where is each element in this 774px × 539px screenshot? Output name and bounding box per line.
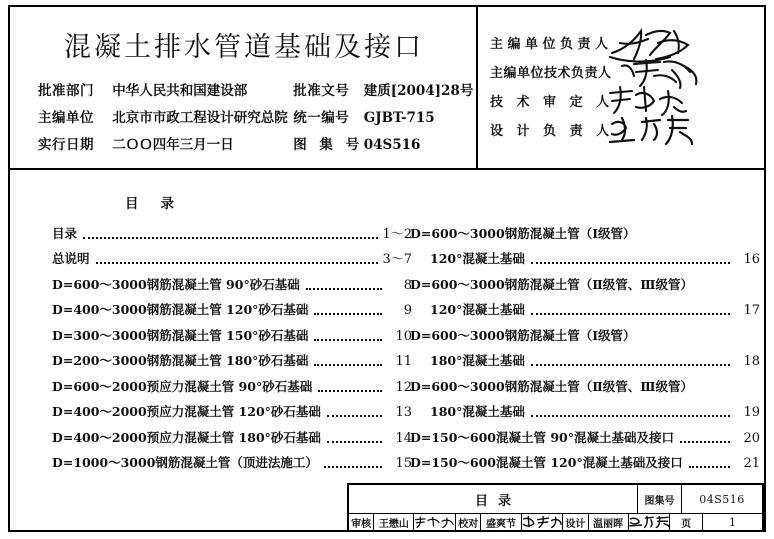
meta-label-approval-dept: 批准部门 <box>38 83 94 99</box>
meta-label-unified-no: 统一编号 <box>293 110 350 126</box>
toc-entry-label: D=600～3000钢筋混凝土管（Ⅱ级管、Ⅲ级管） <box>410 378 693 394</box>
toc-leader-dots <box>314 364 382 366</box>
toc-entry[interactable] <box>52 293 412 319</box>
toc-entry-page: 8 <box>403 277 412 293</box>
toc-entry[interactable] <box>410 420 760 446</box>
toc-entry[interactable] <box>410 344 760 370</box>
toc-entry-label: 目录 <box>52 225 78 241</box>
signature-row-chief-editor-leader <box>490 33 764 62</box>
toc-entry[interactable] <box>52 267 412 293</box>
table-of-contents <box>10 170 764 530</box>
title-block-role-review: 审核 <box>349 514 374 530</box>
toc-entry-page: 21 <box>743 456 760 471</box>
toc-entry[interactable] <box>52 395 412 421</box>
toc-entry-page: 18 <box>743 354 760 369</box>
toc-entry-page: 11 <box>395 354 412 369</box>
toc-entry-label: D=150～600混凝土管 120°混凝土基础及接口 <box>410 455 683 470</box>
toc-leader-dots <box>531 415 730 417</box>
title-block-page-value: 1 <box>728 515 736 529</box>
toc-entry[interactable] <box>52 369 412 395</box>
meta-label-chief-editor-unit: 主编单位 <box>38 110 94 126</box>
meta-value-atlas-no: 04S516 <box>363 137 421 153</box>
toc-entry[interactable] <box>52 344 412 370</box>
toc-leader-dots <box>680 441 730 443</box>
meta-row-approval-dept <box>38 79 478 106</box>
signature-label-tech-reviewer: 技 术 审 定 人 <box>490 95 614 110</box>
title-block-lower-row <box>349 514 762 530</box>
toc-entry-label: D=600～3000钢筋混凝土管 90°砂石基础 <box>52 276 300 292</box>
page-title: 混凝土排水管道基础及接口 <box>64 32 424 63</box>
toc-leader-dots <box>689 466 730 468</box>
toc-entry-page: 20 <box>743 430 760 446</box>
toc-entry-page: 10 <box>395 328 412 344</box>
toc-entry[interactable] <box>410 369 760 395</box>
title-block-signature-review <box>414 514 456 530</box>
toc-column-right <box>410 216 760 471</box>
toc-entry-label: 180°混凝土基础 <box>430 404 525 419</box>
toc-entry[interactable] <box>410 318 760 344</box>
handwritten-signature-icon <box>620 56 700 92</box>
toc-entry-page: 1～2 <box>382 226 412 242</box>
toc-entry[interactable] <box>52 420 412 446</box>
handwritten-signature-icon <box>522 514 563 530</box>
toc-leader-dots <box>531 364 730 366</box>
title-block-upper-row <box>349 485 762 514</box>
signature-row-chief-editor-tech-leader <box>490 62 764 91</box>
toc-entry-page: 19 <box>743 405 760 420</box>
signature-row-design-leader <box>490 120 764 149</box>
title-block-signature-design <box>629 514 671 530</box>
title-block-signature-check <box>522 514 564 530</box>
toc-entry[interactable] <box>410 216 760 242</box>
toc-leader-dots <box>531 262 730 264</box>
toc-leader-dots <box>327 415 382 417</box>
title-block-atlas-value: 04S516 <box>699 492 745 506</box>
toc-leader-dots <box>306 288 382 290</box>
toc-leader-dots <box>324 466 382 468</box>
signature-rows <box>490 33 764 149</box>
toc-entry[interactable] <box>410 395 760 421</box>
toc-leader-dots <box>314 313 382 315</box>
toc-entry-page: 3～7 <box>382 252 412 267</box>
handwritten-signature-icon <box>629 514 670 530</box>
drawing-title-block <box>347 483 764 532</box>
toc-entry-label: D=600～3000钢筋混凝土管（Ⅱ级管、Ⅲ级管） <box>410 276 693 292</box>
toc-entry[interactable] <box>52 216 412 242</box>
meta-row-chief-editor-unit <box>38 106 478 133</box>
toc-entry-label: D=150～600混凝土管 90°混凝土基础及接口 <box>410 429 674 445</box>
toc-entry-page: 16 <box>743 252 760 267</box>
header-band <box>10 7 764 170</box>
meta-label-approval-no: 批准文号 <box>293 83 350 99</box>
toc-column-left <box>52 216 412 471</box>
toc-entry[interactable] <box>410 267 760 293</box>
toc-entry-page: 17 <box>743 303 760 318</box>
toc-entry-label: D=300～3000钢筋混凝土管 150°砂石基础 <box>52 327 309 343</box>
toc-entry-label: D=600～2000预应力混凝土管 90°砂石基础 <box>52 378 313 394</box>
toc-entry[interactable] <box>52 318 412 344</box>
toc-entry-page: 9 <box>403 303 412 318</box>
toc-entry-label: 120°混凝土基础 <box>430 251 525 266</box>
signature-row-tech-reviewer <box>490 91 764 120</box>
toc-leader-dots <box>318 390 382 392</box>
toc-leader-dots <box>96 262 379 264</box>
meta-value-approval-no: 建质[2004]28号 <box>363 83 474 99</box>
signature-label-chief-editor-tech-leader: 主编单位技术负责人 <box>490 66 612 81</box>
meta-value-unified-no: GJBT-715 <box>363 110 435 126</box>
title-block-name-design: 温丽晖 <box>589 514 629 530</box>
handwritten-signature-icon <box>608 27 694 67</box>
meta-value-approval-dept: 中华人民共和国建设部 <box>112 83 248 99</box>
toc-entry-page: 12 <box>395 379 412 395</box>
toc-entry-label: D=400～3000钢筋混凝土管 120°砂石基础 <box>52 302 309 317</box>
toc-entry-label: 120°混凝土基础 <box>430 302 525 317</box>
toc-heading: 目录 <box>125 196 196 212</box>
meta-label-atlas-no: 图 集 号 <box>293 137 364 153</box>
title-block-role-check: 校对 <box>456 514 481 530</box>
toc-entry[interactable] <box>52 446 412 472</box>
header-meta-rows <box>38 79 478 160</box>
handwritten-signature-icon <box>414 514 455 530</box>
title-block-name-check: 盛爽节 <box>481 514 521 530</box>
toc-entry[interactable] <box>52 242 412 268</box>
toc-entry-page: 13 <box>395 405 412 420</box>
title-block-atlas-label: 图集号 <box>638 485 682 513</box>
meta-row-effective-date <box>38 133 478 160</box>
meta-label-effective-date: 实行日期 <box>38 137 94 153</box>
handwritten-signature-icon <box>608 114 694 150</box>
toc-entry[interactable] <box>410 446 760 472</box>
toc-entry-page: 14 <box>395 430 412 446</box>
toc-entry-label: D=400～2000预应力混凝土管 120°砂石基础 <box>52 404 321 419</box>
header-left-block <box>10 7 478 168</box>
meta-value-chief-editor-unit: 北京市市政工程设计研究总院 <box>112 110 288 126</box>
title-block-name-review: 王懋山 <box>374 514 414 530</box>
toc-entry-label: D=1000～3000钢筋混凝土管（顶进法施工） <box>52 455 318 470</box>
title-block-sheet-title: 目录 <box>349 485 638 513</box>
signature-label-chief-editor-leader: 主编单位负责人 <box>490 37 613 52</box>
title-block-role-design: 设计 <box>563 514 588 530</box>
meta-value-effective-date: 二ＯＯ四年三月一日 <box>112 137 234 153</box>
toc-entry-label: 180°混凝土基础 <box>430 353 525 368</box>
toc-leader-dots <box>531 313 730 315</box>
toc-leader-dots <box>314 339 382 341</box>
toc-entry-label: D=400～2000预应力混凝土管 180°砂石基础 <box>52 429 321 445</box>
signature-label-design-leader: 设 计 负 责 人 <box>490 124 614 139</box>
toc-leader-dots <box>327 441 382 443</box>
toc-entry-label: D=600～3000钢筋混凝土管（Ⅰ级管） <box>410 225 636 241</box>
toc-entry-label: D=600～3000钢筋混凝土管（Ⅰ级管） <box>410 327 636 343</box>
toc-entry-page: 15 <box>395 456 412 471</box>
handwritten-signature-icon <box>608 85 688 121</box>
toc-entry-label: 总说明 <box>52 251 90 266</box>
toc-entry-label: D=200～3000钢筋混凝土管 180°砂石基础 <box>52 353 309 368</box>
toc-entry[interactable] <box>410 242 760 268</box>
toc-entry[interactable] <box>410 293 760 319</box>
title-block-page-label: 页 <box>670 514 703 530</box>
toc-leader-dots <box>83 237 378 239</box>
header-signature-block <box>478 7 764 168</box>
